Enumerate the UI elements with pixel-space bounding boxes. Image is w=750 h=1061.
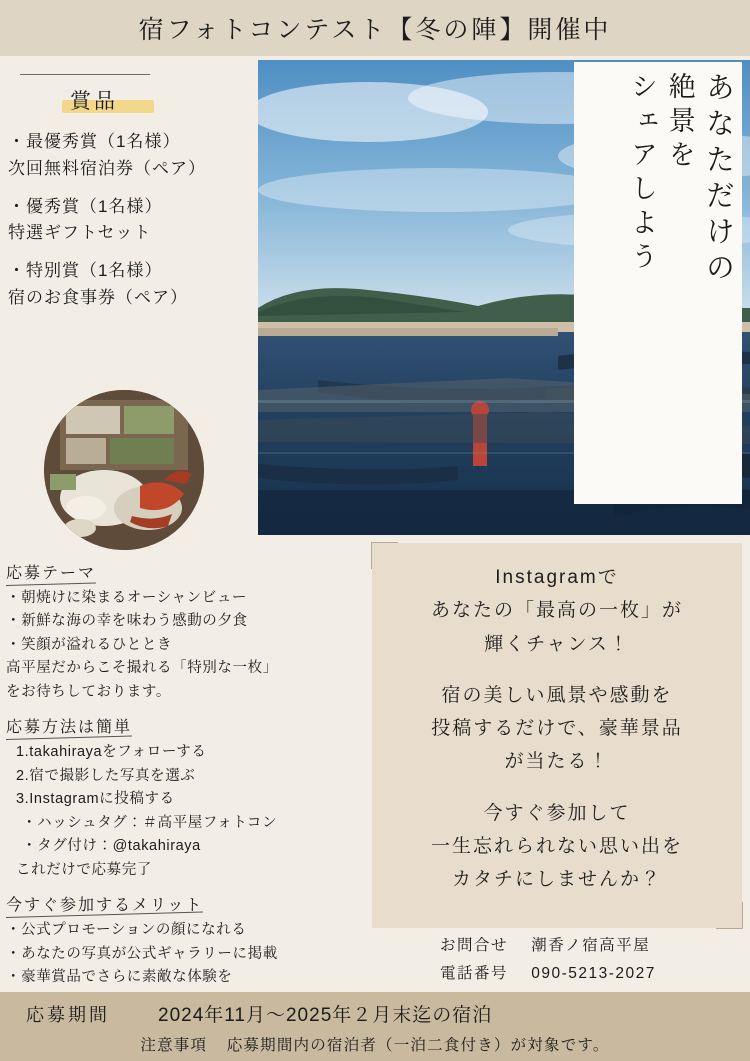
prize-section xyxy=(8,68,258,323)
howto-closing: これだけで応募完了 xyxy=(16,861,152,878)
spacer xyxy=(6,704,366,714)
food-photo xyxy=(44,390,204,550)
howto-step: 2.宿で撮影した写真を選ぶ xyxy=(16,767,196,784)
theme-line: ・笑顔が溢れるひととき xyxy=(6,636,173,653)
howto-section xyxy=(6,714,366,882)
promo-line: 投稿するだけで、豪華景品 xyxy=(431,718,683,739)
promo-line: 一生忘れられない思い出を xyxy=(430,835,683,857)
spacer xyxy=(6,882,366,892)
merit-line: ・豪華賞品でさらに素敵な体験を xyxy=(6,969,233,986)
catch-copy-line-1: あなただけの xyxy=(702,72,734,288)
contact-label: お問合せ xyxy=(440,937,509,954)
prize-heading: 賞品 xyxy=(70,90,118,113)
page-title: 宿フォトコンテスト【冬の陣】開催中 xyxy=(138,16,612,44)
theme-line: ・朝焼けに染まるオーシャンビュー xyxy=(6,590,248,606)
catch-copy-line-3: シェアしよう xyxy=(627,72,657,276)
poster-header xyxy=(0,0,750,56)
theme-section xyxy=(6,560,366,704)
merit-heading: 今すぐ参加するメリット xyxy=(6,892,203,915)
spacer xyxy=(386,779,728,797)
left-lower-content xyxy=(6,560,366,990)
contact-value: 潮香ノ宿高平屋 xyxy=(531,937,651,954)
poster-footer xyxy=(0,992,750,1061)
list-item xyxy=(8,129,258,182)
howto-heading: 応募方法は簡単 xyxy=(6,714,132,737)
prize-desc: 宿のお食事券（ペア） xyxy=(8,287,188,307)
howto-step: 1.takahirayaをフォローする xyxy=(16,744,207,761)
prize-title: ・特別賞（1名様） xyxy=(8,261,163,281)
howto-note: ・タグ付け：@takahiraya xyxy=(22,838,201,855)
contact-block xyxy=(440,932,740,988)
contact-row-inquiry xyxy=(440,932,740,960)
list-item xyxy=(8,258,258,311)
contact-row-phone xyxy=(440,960,740,988)
howto-note: ・ハッシュタグ：＃高平屋フォトコン xyxy=(22,814,278,831)
prize-desc: 特選ギフトセット xyxy=(8,223,152,243)
note-label: 注意事項 xyxy=(140,1037,208,1054)
spacer xyxy=(386,661,728,679)
merit-section xyxy=(6,892,366,989)
prize-title: ・最優秀賞（1名様） xyxy=(8,132,181,151)
merit-line: ・あなたの写真が公式ギャラリーに掲載 xyxy=(6,945,278,962)
prize-list xyxy=(8,129,258,311)
period-label: 応募期間 xyxy=(26,1005,110,1025)
theme-heading: 応募テーマ xyxy=(6,560,96,583)
list-item xyxy=(8,194,258,247)
theme-line: ・新鮮な海の幸を味わう感動の夕食 xyxy=(6,613,248,630)
promo-line: 宿の美しい風景や感動を xyxy=(441,684,673,706)
phone-number[interactable]: 090-5213-2027 xyxy=(531,964,656,982)
promo-line: が当たる！ xyxy=(504,751,610,773)
divider xyxy=(20,74,150,75)
footer-period-row xyxy=(0,1000,750,1027)
promo-panel xyxy=(372,543,742,928)
period-value: 2024年11月〜2025年２月末迄の宿泊 xyxy=(158,1005,493,1026)
howto-step: 3.Instagramに投稿する xyxy=(16,791,175,808)
promo-line: Instagramで xyxy=(495,567,619,588)
promo-line: 輝くチャンス！ xyxy=(484,633,630,655)
merit-line: ・公式プロモーションの顔になれる xyxy=(6,922,247,939)
theme-line: 高平屋だからこそ撮れる「特別な一枚」 xyxy=(6,660,278,677)
prize-heading-wrap xyxy=(70,85,118,115)
prize-desc: 次回無料宿泊券（ペア） xyxy=(8,158,206,178)
promo-line: 今すぐ参加して xyxy=(483,802,631,824)
note-value: 応募期間内の宿泊者（一泊二食付き）が対象です。 xyxy=(226,1037,610,1054)
promo-line: カタチにしませんか？ xyxy=(451,869,662,890)
theme-line: をお待ちしております。 xyxy=(6,683,171,700)
catch-copy-box xyxy=(574,62,742,504)
prize-title: ・優秀賞（1名様） xyxy=(8,196,163,216)
catch-copy-line-2: 絶景を xyxy=(664,72,695,174)
contact-label: 電話番号 xyxy=(440,964,509,982)
footer-note-row xyxy=(0,1033,750,1055)
promo-line: あなたの「最高の一枚」が xyxy=(430,600,683,622)
